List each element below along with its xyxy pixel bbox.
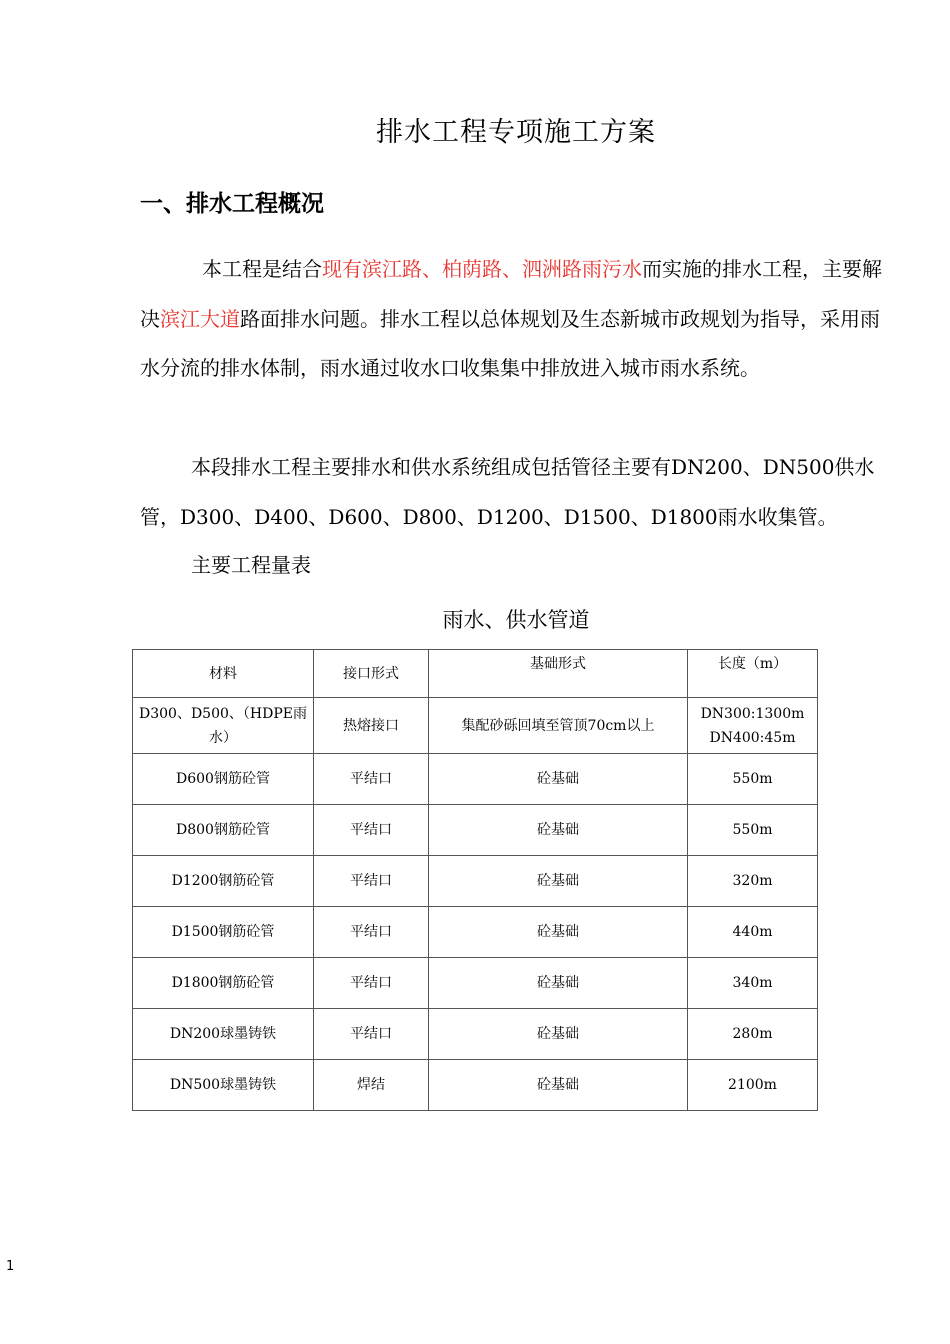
length-cell [688,805,818,856]
length-cell [688,698,818,754]
joint-cell: 焊结 [314,1060,429,1111]
length-value: 550m [732,771,773,787]
overview-text-2: 而实施的排水工程，主要解决 [140,257,882,331]
table-row [133,698,818,754]
joint-cell: 平结口 [314,1009,429,1060]
table-row [133,1060,818,1111]
joint-cell: 平结口 [314,805,429,856]
overview-text-1: 本工程是结合 [202,257,322,281]
quantity-table-label: 主要工程量表 [191,553,311,577]
length-value: 340m [732,975,773,991]
foundation-cell: 砼基础 [429,856,688,907]
material-cell: D800钢筋砼管 [133,805,314,856]
table-row [133,805,818,856]
length-value: 440m [732,924,773,940]
table-header-row [133,650,818,698]
joint-cell: 平结口 [314,856,429,907]
table-row [133,907,818,958]
header-length: 长度（m） [688,650,818,698]
length-value: 280m [732,1026,773,1042]
section-heading: 一、排水工程概况 [140,191,324,217]
table-row [133,856,818,907]
length-cell [688,856,818,907]
material-cell: D600钢筋砼管 [133,754,314,805]
foundation-cell: 砼基础 [429,754,688,805]
table-row [133,754,818,805]
table-row [133,958,818,1009]
foundation-cell: 集配砂砾回填至管顶70cm以上 [429,698,688,754]
material-cell: D1800钢筋砼管 [133,958,314,1009]
quantity-table [132,649,818,1111]
foundation-cell: 砼基础 [429,907,688,958]
length-value: 550m [732,822,773,838]
foundation-cell: 砼基础 [429,805,688,856]
length-value: DN300:1300m [700,705,805,722]
length-cell [688,958,818,1009]
header-material: 材料 [133,650,314,698]
joint-cell: 平结口 [314,754,429,805]
pipe-system-paragraph [140,443,890,542]
overview-paragraph [140,245,890,394]
length-cell [688,1060,818,1111]
header-joint: 接口形式 [314,650,429,698]
document-title: 排水工程专项施工方案 [376,117,656,148]
pipe-system-text: 本段排水工程主要排水和供水系统组成包括管径主要有DN200、DN500供水管，D300、D400、D600、D800、D1200、D1500、D1800雨水收集管。 [140,455,875,529]
length-cell [688,754,818,805]
foundation-cell: 砼基础 [429,1060,688,1111]
material-cell: DN500球墨铸铁 [133,1060,314,1111]
length-value: 320m [732,873,773,889]
overview-text-3: 路面排水问题。排水工程以总体规划及生态新城市政规划为指导，采用雨水分流的排水体制，雨水通过收水口收集集中排放进入城市雨水系统。 [140,306,880,380]
foundation-cell: 砼基础 [429,1009,688,1060]
length-cell [688,907,818,958]
header-foundation: 基础形式 [429,650,688,698]
length-value: 2100m [728,1077,777,1093]
length-value: DN400:45m [709,729,796,746]
overview-highlight-avenue: 滨江大道 [160,306,240,331]
material-cell: D1500钢筋砼管 [133,907,314,958]
length-cell [688,1009,818,1060]
table-caption: 雨水、供水管道 [442,608,590,632]
page-number: 1 [6,1259,15,1274]
foundation-cell: 砼基础 [429,958,688,1009]
overview-highlight-roads: 现有滨江路、柏荫路、泗洲路雨污水 [322,257,642,281]
joint-cell: 热熔接口 [314,698,429,754]
material-cell: D300、D500、（HDPE雨水） [133,698,314,754]
table-row [133,1009,818,1060]
material-cell: DN200球墨铸铁 [133,1009,314,1060]
joint-cell: 平结口 [314,907,429,958]
joint-cell: 平结口 [314,958,429,1009]
material-cell: D1200钢筋砼管 [133,856,314,907]
